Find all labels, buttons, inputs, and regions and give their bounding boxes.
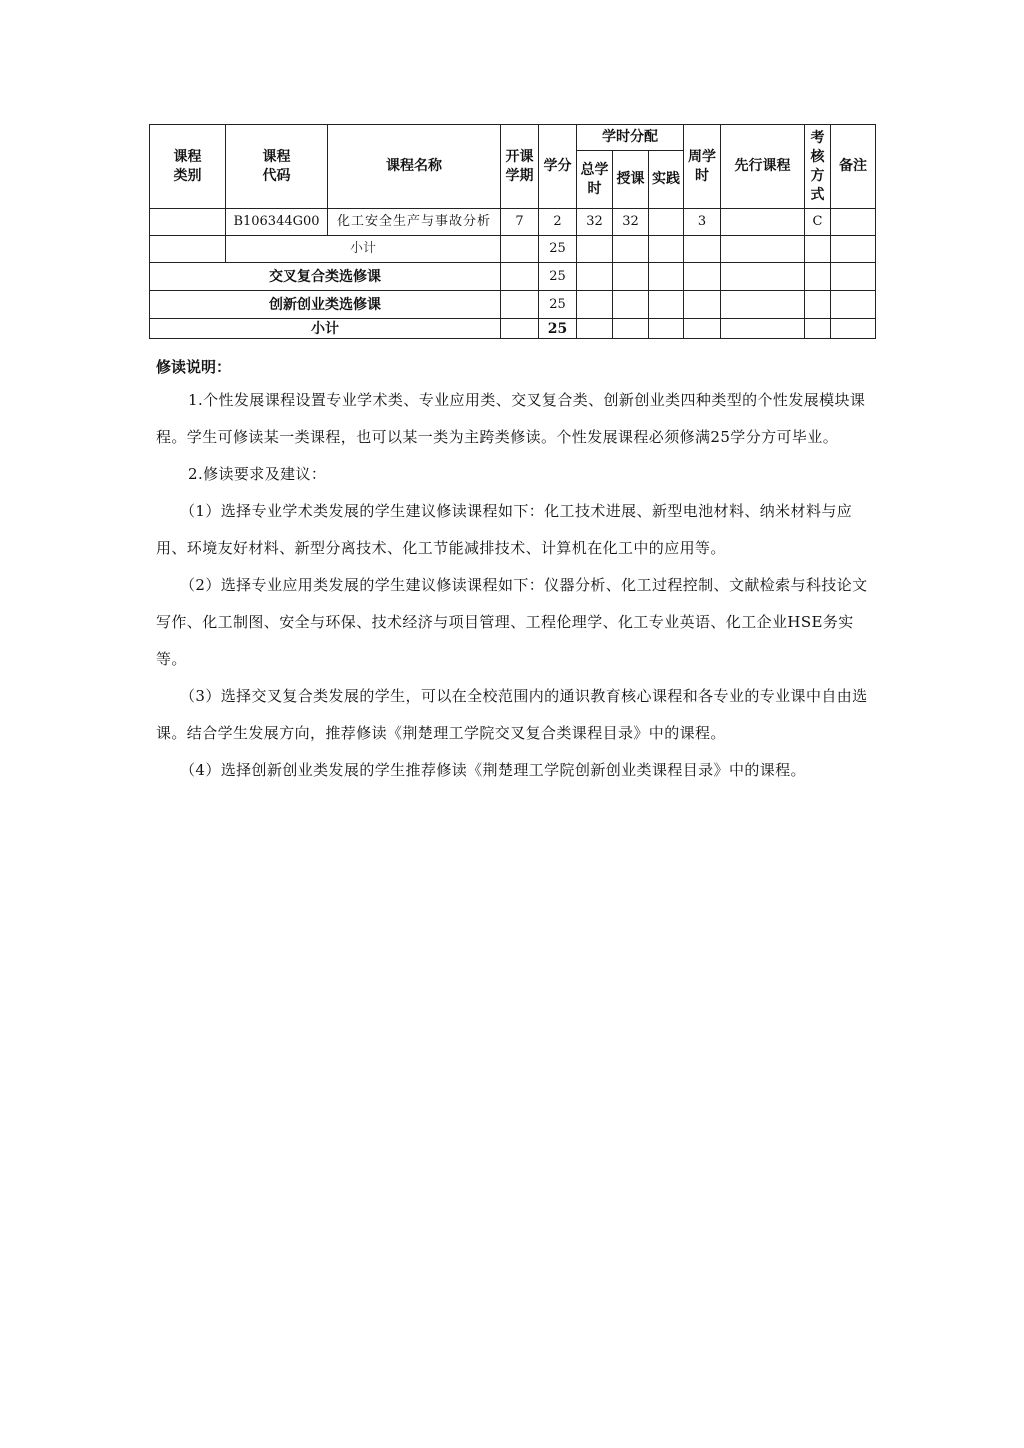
header-hours-group: 学时分配 bbox=[577, 125, 684, 151]
header-prerequisite: 先行课程 bbox=[721, 125, 805, 209]
empty-cell bbox=[613, 291, 649, 319]
cross-elective-credit: 25 bbox=[539, 263, 577, 291]
header-term: 开课学期 bbox=[501, 125, 539, 209]
empty-cell bbox=[684, 291, 721, 319]
cell-assessment: C bbox=[805, 209, 831, 236]
study-notes bbox=[156, 352, 872, 789]
cell-total-hours: 32 bbox=[577, 209, 613, 236]
empty-cell bbox=[805, 263, 831, 291]
subtotal-label: 小计 bbox=[226, 236, 501, 263]
empty-cell bbox=[805, 236, 831, 263]
cell-credit: 2 bbox=[539, 209, 577, 236]
empty-cell bbox=[577, 263, 613, 291]
header-assessment-char: 核 bbox=[810, 148, 825, 165]
empty-cell bbox=[831, 263, 876, 291]
notes-heading: 修读说明： bbox=[156, 358, 232, 376]
empty-cell bbox=[501, 263, 539, 291]
total-label: 小计 bbox=[150, 319, 501, 339]
course-table bbox=[149, 124, 876, 339]
notes-item-3: （3）选择交叉复合类发展的学生，可以在全校范围内的通识教育核心课程和各专业的专业课中自由选课。结合学生发展方向，推荐修读《荆楚理工学院交叉复合类课程目录》中的课程。 bbox=[156, 687, 868, 742]
header-lecture: 授课 bbox=[613, 151, 649, 209]
empty-cell bbox=[831, 236, 876, 263]
empty-cell bbox=[684, 319, 721, 339]
empty-cell bbox=[721, 263, 805, 291]
header-code: 课程代码 bbox=[226, 125, 328, 209]
empty-cell bbox=[721, 291, 805, 319]
notes-item-1: （1）选择专业学术类发展的学生建议修读课程如下：化工技术进展、新型电池材料、纳米材料与应用、环境友好材料、新型分离技术、化工节能减排技术、计算机在化工中的应用等。 bbox=[156, 502, 853, 557]
empty-cell bbox=[721, 319, 805, 339]
notes-item-4: （4）选择创新创业类发展的学生推荐修读《荆楚理工学院创新创业类课程目录》中的课程。 bbox=[180, 761, 806, 779]
total-credit: 25 bbox=[539, 319, 577, 339]
empty-cell bbox=[649, 291, 684, 319]
header-assessment-char: 式 bbox=[810, 186, 825, 203]
empty-cell bbox=[577, 236, 613, 263]
empty-cell bbox=[684, 263, 721, 291]
cell-category bbox=[150, 236, 226, 263]
header-remark: 备注 bbox=[831, 125, 876, 209]
header-practice: 实践 bbox=[649, 151, 684, 209]
course-row bbox=[150, 209, 876, 236]
cell-practice bbox=[649, 209, 684, 236]
cross-elective-row bbox=[150, 263, 876, 291]
empty-cell bbox=[501, 291, 539, 319]
cell-term bbox=[501, 236, 539, 263]
empty-cell bbox=[613, 236, 649, 263]
empty-cell bbox=[501, 319, 539, 339]
header-weekly: 周学时 bbox=[684, 125, 721, 209]
cell-prerequisite bbox=[721, 209, 805, 236]
header-credit: 学分 bbox=[539, 125, 577, 209]
header-assessment-char: 方 bbox=[810, 167, 825, 184]
cell-code: B106344G00 bbox=[226, 209, 328, 236]
empty-cell bbox=[805, 319, 831, 339]
notes-paragraph-1: 1.个性发展课程设置专业学术类、专业应用类、交叉复合类、创新创业类四种类型的个性发展模块课程。学生可修读某一类课程，也可以某一类为主跨类修读。个性发展课程必须修满25学分方可毕业。 bbox=[156, 391, 866, 446]
empty-cell bbox=[613, 263, 649, 291]
subtotal-credit: 25 bbox=[539, 236, 577, 263]
cross-elective-label: 交叉复合类选修课 bbox=[150, 263, 501, 291]
cell-weekly: 3 bbox=[684, 209, 721, 236]
header-category: 课程类别 bbox=[150, 125, 226, 209]
header-name: 课程名称 bbox=[328, 125, 501, 209]
header-assessment-char: 考 bbox=[810, 129, 825, 146]
empty-cell bbox=[577, 291, 613, 319]
empty-cell bbox=[721, 236, 805, 263]
empty-cell bbox=[649, 319, 684, 339]
empty-cell bbox=[649, 263, 684, 291]
subtotal-row bbox=[150, 236, 876, 263]
notes-paragraph-2: 2.修读要求及建议： bbox=[188, 465, 327, 483]
cell-name: 化工安全生产与事故分析 bbox=[328, 209, 501, 236]
empty-cell bbox=[805, 291, 831, 319]
innovation-elective-label: 创新创业类选修课 bbox=[150, 291, 501, 319]
empty-cell bbox=[577, 319, 613, 339]
header-total-hours: 总学时 bbox=[577, 151, 613, 209]
empty-cell bbox=[831, 319, 876, 339]
cell-remark bbox=[831, 209, 876, 236]
cell-category bbox=[150, 209, 226, 236]
header-assessment bbox=[805, 125, 831, 209]
cell-lecture: 32 bbox=[613, 209, 649, 236]
empty-cell bbox=[684, 236, 721, 263]
empty-cell bbox=[613, 319, 649, 339]
cell-term: 7 bbox=[501, 209, 539, 236]
innovation-elective-credit: 25 bbox=[539, 291, 577, 319]
empty-cell bbox=[649, 236, 684, 263]
innovation-elective-row bbox=[150, 291, 876, 319]
notes-item-2: （2）选择专业应用类发展的学生建议修读课程如下：仪器分析、化工过程控制、文献检索与科技论文写作、化工制图、安全与环保、技术经济与项目管理、工程伦理学、化工专业英语、化工企业HSE务实等。 bbox=[156, 576, 868, 668]
total-row bbox=[150, 319, 876, 339]
empty-cell bbox=[831, 291, 876, 319]
